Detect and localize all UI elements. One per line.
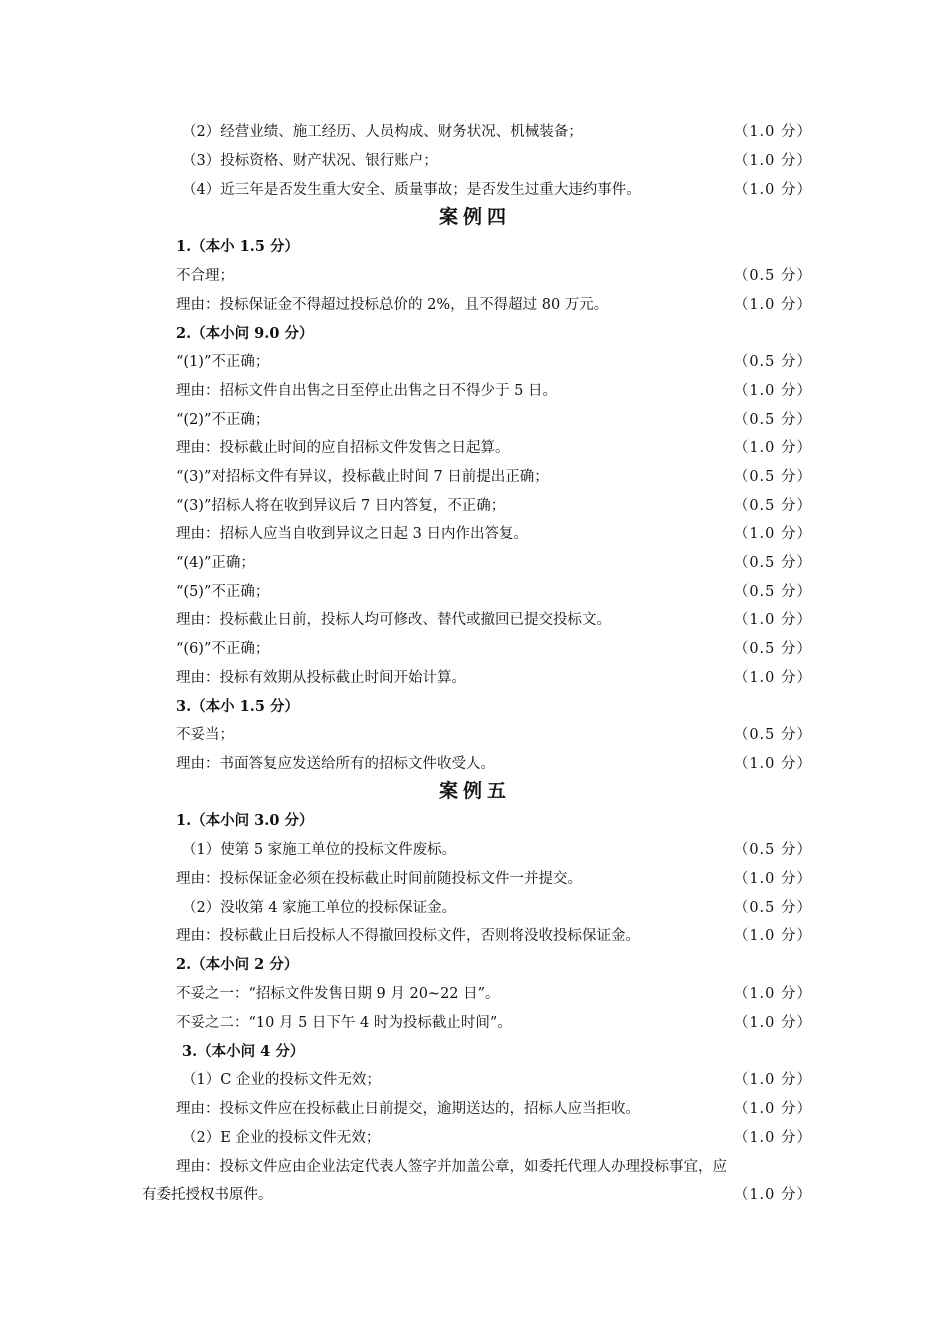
list-item: “(6)”不正确； （0.5 分） [176,635,812,663]
score-label: （1.0 分） [733,1187,812,1203]
score-label: （0.5 分） [733,727,812,743]
list-item: 理由：投标截止日后投标人不得撤回投标文件，否则将没收投标保证金。 （1.0 分） [176,922,812,950]
score-label: （1.0 分） [733,440,812,456]
list-item: “(5)”不正确； （0.5 分） [176,578,812,606]
list-item: “(3)”对招标文件有异议，投标截止时间 7 日前提出正确； （0.5 分） [176,463,812,491]
score-label: （0.5 分） [733,641,812,657]
score-label: （1.0 分） [733,1101,812,1117]
list-item: （1）使第 5 家施工单位的投标文件废标。 （0.5 分） [182,836,812,864]
list-item: 不合理； （0.5 分） [176,262,812,290]
list-item: 理由：投标保证金不得超过投标总价的 2%，且不得超过 80 万元。 （1.0 分） [176,291,812,319]
score-label: （1.0 分） [733,928,812,944]
list-item: 理由：投标有效期从投标截止时间开始计算。 （1.0 分） [176,664,812,692]
score-label: （1.0 分） [733,756,812,772]
question-heading: 1.（本小 1.5 分） [176,238,299,255]
question-heading: 3.（本小 1.5 分） [176,698,299,715]
list-item: 理由：招标人应当自收到异议之日起 3 日内作出答复。 （1.0 分） [176,520,812,548]
score-label: （1.0 分） [733,670,812,686]
score-label: （1.0 分） [733,871,812,887]
score-label: （0.5 分） [733,412,812,428]
list-item: 不妥当； （0.5 分） [176,721,812,749]
list-item: （2）E 企业的投标文件无效； （1.0 分） [182,1124,812,1152]
score-label: （0.5 分） [733,354,812,370]
score-label: （1.0 分） [733,526,812,542]
list-item: （3）投标资格、财产状况、银行账户； （1.0 分） [182,147,812,175]
question-heading: 2.（本小问 2 分） [176,956,299,973]
list-item: “(4)”正确； （0.5 分） [176,549,812,577]
list-item: 理由：招标文件自出售之日至停止出售之日不得少于 5 日。 （1.0 分） [176,377,812,405]
score-label: （1.0 分） [733,1130,812,1146]
score-label: （0.5 分） [733,268,812,284]
score-label: （1.0 分） [733,1072,812,1088]
list-item: “(3)”招标人将在收到异议后 7 日内答复，不正确； （0.5 分） [176,492,812,520]
score-label: （1.0 分） [733,182,812,198]
score-label: （1.0 分） [733,986,812,1002]
list-item: “(2)”不正确； （0.5 分） [176,406,812,434]
list-item: （2）经营业绩、施工经历、人员构成、财务状况、机械装备； （1.0 分） [182,118,812,146]
list-item: “(1)”不正确； （0.5 分） [176,348,812,376]
score-label: （1.0 分） [733,612,812,628]
score-label: （1.0 分） [733,1015,812,1031]
list-item: （2）没收第 4 家施工单位的投标保证金。 （0.5 分） [182,894,812,922]
list-item: 理由：投标保证金必须在投标截止时间前随投标文件一并提交。 （1.0 分） [176,865,812,893]
score-label: （1.0 分） [733,153,812,169]
list-item: 理由：书面答复应发送给所有的招标文件收受人。 （1.0 分） [176,750,812,778]
score-label: （0.5 分） [733,842,812,858]
list-item: 不妥之二：“10 月 5 日下午 4 时为投标截止时间”。 （1.0 分） [176,1009,812,1037]
list-item: 不妥之一：“招标文件发售日期 9 月 20~22 日”。 （1.0 分） [176,980,812,1008]
score-label: （0.5 分） [733,498,812,514]
paragraph-line: 有委托授权书原件。 （1.0 分） [142,1181,812,1209]
score-label: （0.5 分） [733,469,812,485]
score-label: （1.0 分） [733,383,812,399]
question-heading: 3.（本小问 4 分） [182,1043,305,1060]
list-item: （4）近三年是否发生重大安全、质量事故；是否发生过重大违约事件。 （1.0 分） [182,176,812,204]
question-heading: 1.（本小问 3.0 分） [176,812,314,829]
score-label: （0.5 分） [733,584,812,600]
score-label: （0.5 分） [733,900,812,916]
score-label: （1.0 分） [733,297,812,313]
case-five-heading: 案例五 [438,780,511,802]
list-item: 理由：投标截止时间的应自招标文件发售之日起算。 （1.0 分） [176,434,812,462]
list-item: 理由：投标截止日前，投标人均可修改、替代或撤回已提交投标文。 （1.0 分） [176,606,812,634]
score-label: （1.0 分） [733,124,812,140]
score-label: （0.5 分） [733,555,812,571]
list-item: 理由：投标文件应在投标截止日前提交，逾期送达的，招标人应当拒收。 （1.0 分） [176,1095,812,1123]
question-heading: 2.（本小问 9.0 分） [176,325,314,342]
case-four-heading: 案例四 [438,206,511,228]
list-item: （1）C 企业的投标文件无效； （1.0 分） [182,1066,812,1094]
paragraph-line: 理由：投标文件应由企业法定代表人签字并加盖公章，如委托代理人办理投标事宜，应 [176,1159,727,1175]
